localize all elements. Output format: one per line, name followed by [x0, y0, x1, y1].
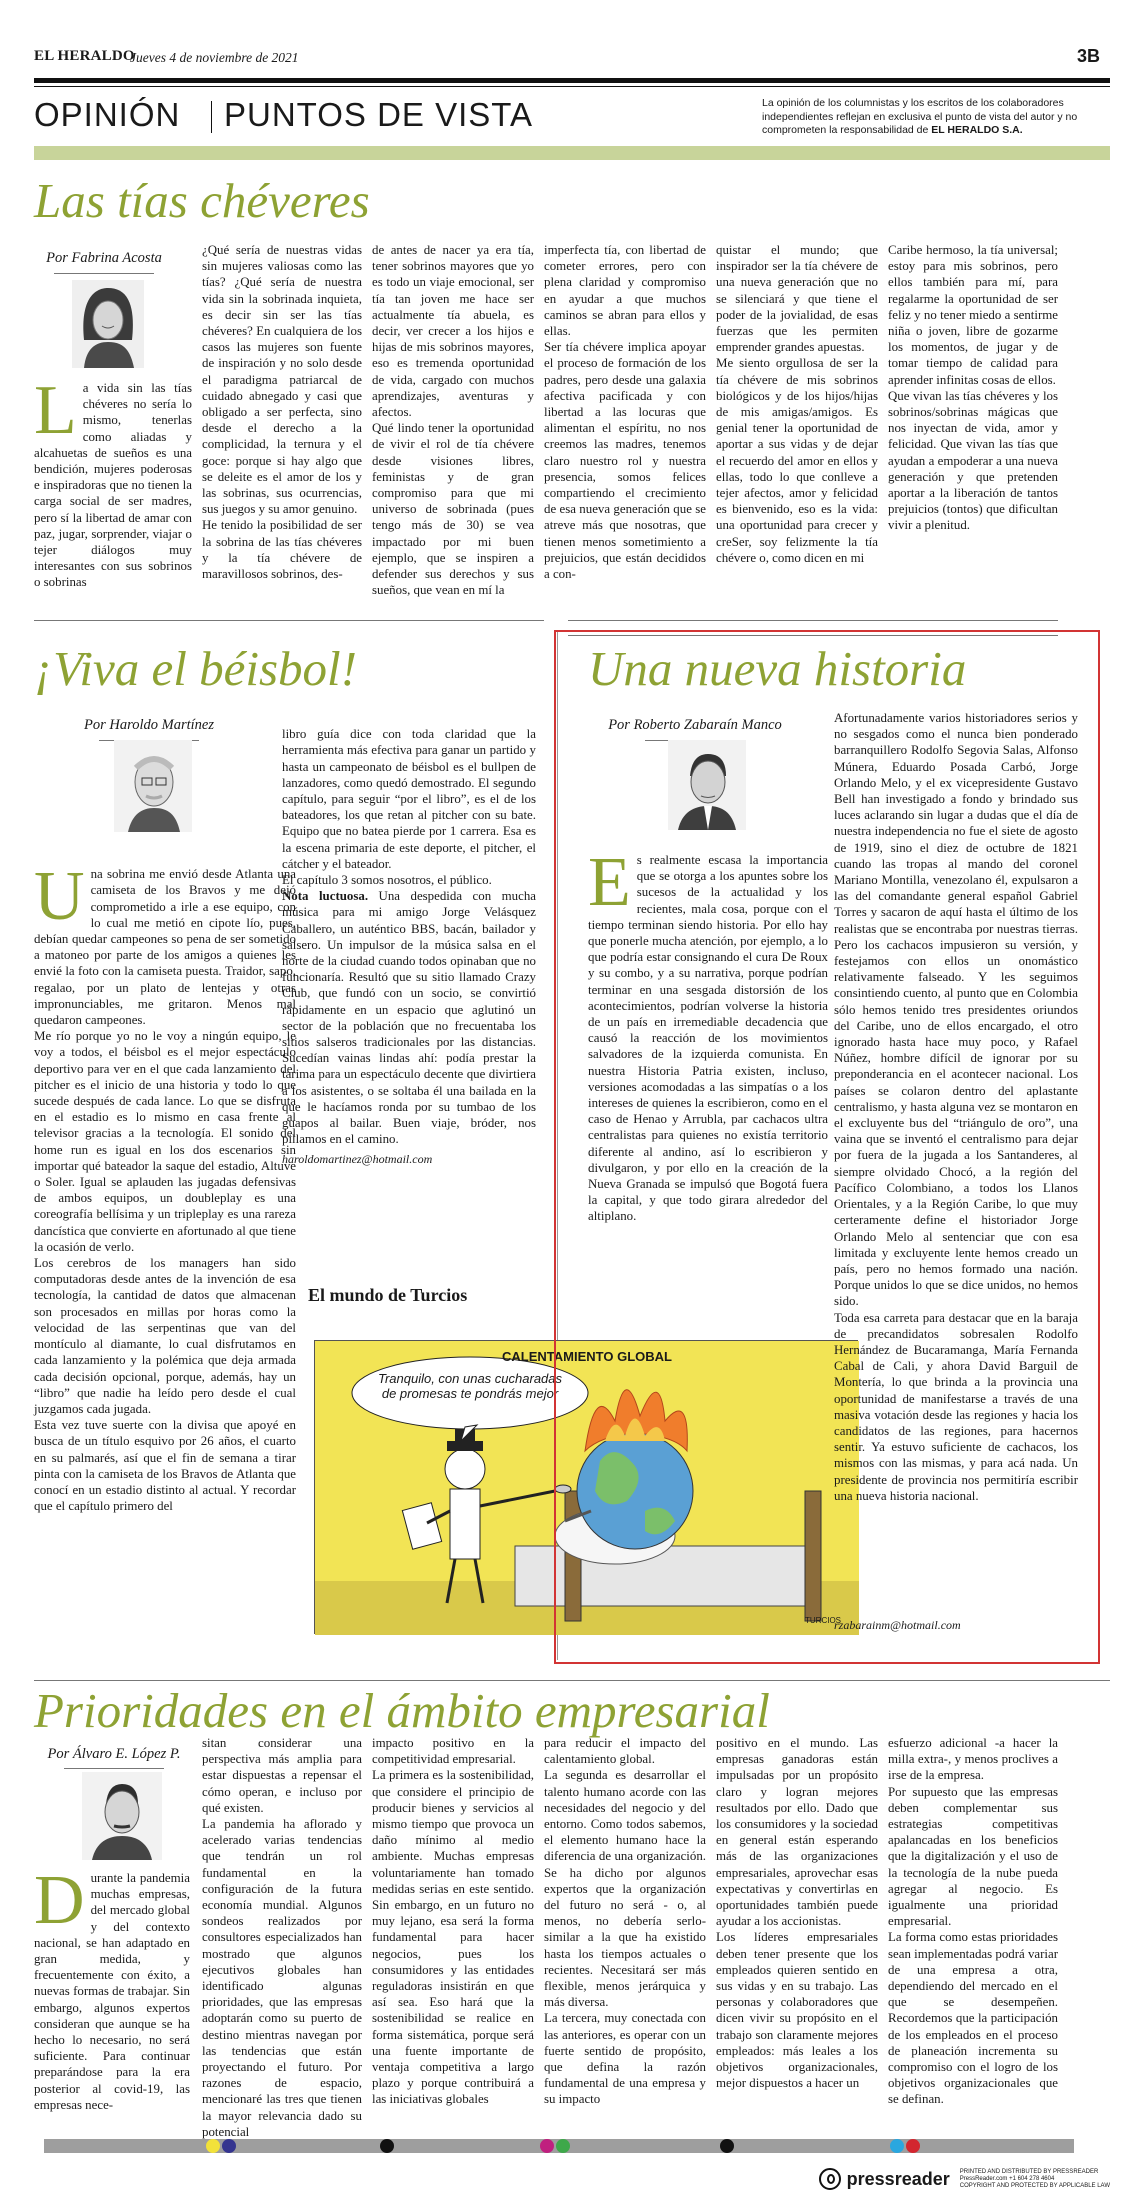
section-separator	[211, 101, 212, 133]
speech-bubble-text: Tranquilo, con unas cucharadas de promesas te pondrás mejor	[377, 1371, 563, 1401]
pressreader-line-1: PRINTED AND DISTRIBUTED BY PRESSREADER	[959, 2168, 1099, 2175]
newspaper-name: EL HERALDO	[34, 48, 135, 64]
registration-dot	[206, 2139, 220, 2153]
article-column	[282, 710, 536, 1250]
column-text: na sobrina me envió desde Atlanta una camiseta de los Bravos y me dejó comprometido a irle a ese equipo, con lo cual me metió en cipote lío, pues, debían quedar campeones so pena de ser sometido a matoneo por parte de los amigos a quienes les envié la foto con la camiseta puesta. Traidor, sapo, regalao, por un plato de lentejas y otras impronunciables, me gritaron. Menos mal quedaron campeones. Me río porque yo no le voy a ningún equipo, le voy a todos, el béisbol es el mejor espectáculo deportivo para ver en el que cada lanzamiento del pitcher es el inicio de una historia y todo lo que sucede después de cada lance. Lo que se disfruta en el estadio es lo mismo en casa frente al televisor gracias a la tecnología. El sonido del home run es igual en los dos escenarios sin importar qué bateador la saque del estadio, Altuve o Soler. Igual se aplauden las jugadas defensivas de ambos equipos, un doubleplay es una coreografía bellísima y un tripleplay es una rareza dancística que convierte en afortunado al que tiene la ocasión de verlo. Los cerebros de los managers han sido computadoras desde antes de la invención de esa tecnología, la cantidad de datos que almacenan son procesados en millas por horas como la velocidad de las serpentinas que van del montículo al diamante, lo cual disfrutamos en cada lanzamiento y la polémica que deja armada cada decisión opcional, porque, además, hay un “libro” que nadie ha leído pero desde el cual juzgamos cada jugada. Esta vez tuve suerte con la divisa que apoyé en busca de un título esquivo por 26 años, el cuarto en su palmarés, así que el fin de semana a tirar pinta con la camiseta de los Bravos de Atlanta que conocí en un estadio distinto al actual. Y recordar que el capítulo primero del	[34, 867, 296, 1514]
section-divider	[568, 635, 1058, 636]
article-column	[588, 844, 828, 1477]
registration-dot	[556, 2139, 570, 2153]
drop-cap: L	[34, 372, 77, 449]
column-text: a vida sin las tías chéveres no sería lo mismo, tenerlas como aliadas y alcahuetas de sueños es una bendición, mujeres poderosas e inspiradoras que no tienen la carga social de ser madres, pero sí la libertad de amar con paz, jugar, sorprender, viajar o tejer diálogos muy interesantes con sus sobrinos o sobrinas	[34, 381, 192, 590]
pressreader-icon	[819, 2168, 841, 2190]
article-column: de antes de nacer ya era tía, tener sobrinos mayores que yo es todo un viaje emocional, ser tía tan joven me hace ser actualmente tía abuela, es decir, ver crecer a los hijos e hijas de mis sobrinos mayores, eso es tremenda oportunidad de vida, cargado con muchos aprendizajes, aventuras y afectos. Qué lindo tener la oportunidad de vivir el rol de tía chévere desde visiones libres, feministas y de gran compromiso para que mi universo de sobrinada (pues tengo más de 30) se vea impactado por mi buen ejemplo, que se inspiren a defender sus derechos y sus sueños, que vean en mí la	[372, 243, 534, 598]
cartoon-title: El mundo de Turcios	[308, 1285, 468, 1305]
article-column	[34, 850, 296, 1650]
article-byline: Por Fabrina Acosta	[46, 250, 162, 266]
article-column: Caribe hermoso, la tía universal; estoy para mis sobrinos, pero ellos también para mí, para regalarme la oportunidad de ser feliz y no tener miedo a sentirme niña o joven, libre de gozarme los momentos, de jugar y de tomar tiempo de calidad para aprender infinitas cosas de ellos. Que vivan las tías chéveres y los sobrinos/sobrinas mágicas que nos inyectan de vida, amor y felicidad. Que vivan las tías que ayudan a empoderar a una nueva generación y que pretenden aportar a la liberación de tantos prejuicios (tontos) que dificultan vivir a plenitud.	[888, 243, 1058, 533]
section-divider	[34, 1680, 1110, 1681]
article-column	[34, 1862, 190, 2130]
disclaimer-brand: EL HERALDO S.A.	[931, 124, 1023, 136]
drop-cap: U	[34, 858, 85, 936]
article-column: quistar el mundo; que inspirador ser la tía chévere de una nueva generación que no se silenciará y que tiene el poder de la jovialidad, de esas fuerzas que les permiten emprender grandes apuestas. Me siento orgullosa de ser la tía chévere de mis sobrinos biológicos y de los hijos/hijas de mis amigas/amigos. Es genial tener la oportunidad de aportar a sus vidas y de dejar el recuerdo del amor en ellos y ellas, todo lo que conlleve a tejer afectos, amor y felicidad es bienvenido, eso es la vida: una oportunidad para crecer y creSer, soy felizmente la tía chévere o, como dicen en mi	[716, 243, 878, 565]
section-subtitle: PUNTOS DE VISTA	[224, 96, 534, 133]
author-email: haroldomartinez@hotmail.com	[282, 1152, 433, 1167]
page-number: 3B	[1076, 46, 1100, 66]
article-column: esfuerzo adicional -a hacer la milla extra-, y menos proclives a irse de la empresa. Por supuesto que las empresas deben complementar sus estrategias competitivas apalancadas en los beneficios que la digitalización y el uso de la tecnología de la nube pueda agregar al negocio. Es igualmente una prioridad empresarial. La forma como estas prioridades sean implementadas podrá variar de una empresa a otra, dependiendo del mercado en el que se desempeñen. Recordemos que la participación de los empleados en el proceso de planeación incrementa su compromiso con el logro de los objetivos organizacionales que se definan.	[888, 1736, 1059, 2107]
byline-rule	[64, 1768, 164, 1769]
registration-dot	[380, 2139, 394, 2153]
article-title: Prioridades en el ámbito empresarial	[34, 1683, 770, 1738]
article-column: Afortunadamente varios historiadores serios y no sesgados como el nunca bien ponderado barranquillero Rodolfo Segovia Salas, Alfonso Múnera, Eduardo Posada Carbó, Jorge Orlando Melo, y el ex vicepresidente Gustavo Bell han investigado a fondo y brindado sus luces aclarando sin lugar a dudas que el día de nuestra independencia no fue el siete de agosto de 1919, sino el diez de octubre de 1821 cuando las tropas al mando del coronel Mariano Montilla, venezolano él, expulsaron a las del comandante general español Gabriel Torres y sacaron de aquí hasta el último de los realistas que se encontraba por nuestras tierras. Pero los cachacos impusieron su versión, y festejamos con ellos un onomástico relativamente falseado. Y les seguimos consintiendo cuento, al punto que en Colombia sólo hemos tenido tres presidentes oriundos del Caribe, uno de ellos encargado, el otro ignorado hasta hace muy poco, y Rafael Núñez, hombre difícil de ignorar por su preponderancia en el acontecer nacional. Los países se colaron dentro del aplastante centralismo, y hasta alguna vez se montaron en el excluyente bus del “triángulo de oro”, una vaina que se inventó el centralismo para dejar por fuera de la jugada a los Santanderes, al siempre olvidado Chocó, a la región del Pacífico Colombiano, a todos los Llanos Orientales, y a la Región Caribe, lo que muy certeramente define el historiador Jorge Orlando Melo al sentenciar que con esa limitada y excluyente lente hemos creado un país, pero no hemos formado una nación. Porque unidos lo que se dice unidos, no hemos sido. Toda esa carreta para destacar que en la baraja de precandidatos sobresalen Rodolfo Hernández de Bucaramanga, María Fernanda Cabal de Cali, y ahora David Barguil de Montería, lo que brinda a la provincia una oportunidad de manifestarse a través de una masiva votación desde las regiones y hacia los candidatos de las regiones, para hacernos sentir. Ya estuvo suficiente de cachacos, los mismos con las mismas, y para acá nada. Un presidente de provincia nos permitiría escribir una nueva historia nacional.	[834, 711, 1078, 1503]
article-column	[34, 372, 192, 595]
author-portrait	[82, 1772, 162, 1860]
article-title: Las tías chéveres	[34, 173, 370, 228]
section-divider	[568, 620, 1058, 621]
cartoonist-signature: TURCIOS	[805, 1616, 841, 1625]
pressreader-logo	[819, 2168, 1110, 2190]
registration-dot	[540, 2139, 554, 2153]
byline-rule	[54, 273, 154, 274]
section-band	[34, 146, 1110, 160]
article-column: sitan considerar una perspectiva más amplia para estar dispuestas a repensar el cómo operan, e incluso por qué existen. La pandemia ha aflorado y acelerado varias tendencias que tendrán un rol fundamental en la configuración de la futura economía mundial. Algunos sondeos realizados por consultores especializados han mostrado que algunos ejecutivos globales han identificado algunas prioridades, que las empresas adoptarán como su puerto de destino mientras navegan por las tendencias que están proyectando el futuro. Por razones de espacio, mencionaré las tres que tienen la mayor relevancia dado su potencial	[202, 1736, 362, 2139]
masthead-rule	[34, 78, 1110, 83]
issue-date: Jueves 4 de noviembre de 2021	[130, 50, 299, 65]
drop-cap: D	[34, 1862, 85, 1939]
column-text: libro guía dice con toda claridad que la herramienta más efectiva para ganar un partido y hasta un campeonato de béisbol es el bullpen de lanzadores, como quedó demostrado. El segundo capítulo, para seguir “por el libro”, es el de los bateadores, los que retan al pitcher con su bate. Equipo que no batea pierde por 1 carrera. Esa es la escena primaria de este deporte, el pitcher, el cátcher y el bateador. El capítulo 3 somos nosotros, el público.	[282, 727, 536, 888]
article-column: para reducir el impacto del calentamiento global. La segunda es desarrollar el talento humano acorde con las necesidades del negocio y del entorno. Como todos sabemos, el elemento humano hace la diferencia de una organización. Se ha dicho por algunos expertos que la organización del futuro no será - o, al menos, no debería serlo- similar a la que ha existido hasta los tiempos actuales o recientes. Necesitará ser más flexible, menos jerárquica y más diversa. La tercera, muy conectada con las anteriores, es operar con un fuerte sentido de propósito, que defina la razón fundamental de una empresa y su impacto	[544, 1736, 706, 2107]
registration-dot	[890, 2139, 904, 2153]
obituary-text: Una despedida con mucha música para mi amigo Jorge Velásquez Caballero, un auténtico BBS, bacán, bailador y salsero. Un impulsor de la música salsa en el norte de la ciudad cuando todos opinaban que no funcionaría. Resultó que su sitio llamado Crazy Club, que fundó con un socio, se convirtió rápidamente en un espacio que aglutinó un sector de la población que no frecuentaba los sitios salseros tradicionales por las distancias. Sucedían vainas lindas ahí: podía prestar la tarima para un espectáculo decente que divirtiera a los asistentes, o se soltaba él una bailada en la que le hacíamos ronda por su tumbao de los guapos al bailar. Buen viaje, bróder, nos pillamos en el camino.	[282, 889, 536, 1147]
pressreader-brand: pressreader	[846, 2168, 950, 2189]
column-text: urante la pandemia muchas empresas, del mercado global y del contexto nacional, se han adaptado en gran medida, y frecuentemente con éxito, a nuevas formas de trabajar. Sin embargo, algunos expertos consideran que aunque se ha hecho lo necesario, no será suficiente. Para continuar preparándose para la era posterior al covid-19, las empresas nece-	[34, 1871, 190, 2112]
cartoon-banner: CALENTAMIENTO GLOBAL	[502, 1349, 672, 1364]
article-column: impacto positivo en la competitividad empresarial. La primera es la sostenibilidad, que considere el principio de producir bienes y servicios al mismo tiempo que provoca un daño mínimo al medio ambiente. Muchas empresas voluntariamente han tomado medidas serias en este sentido. Sin embargo, en un futuro no muy lejano, esa será la forma fundamental para hacer negocios, pues los consumidores y las entidades reguladoras insistirán en que así sea. Eso hará que la sostenibilidad se realice en forma sistemática, porque será una fuente importante de ventaja competitiva a largo plazo y porque contribuirá a las iniciativas globales	[372, 1736, 534, 2107]
article-column: positivo en el mundo. Las empresas ganadoras están impulsadas por un propósito claro y logran mejores resultados por ello. Dado que los consumidores y la sociedad en general están esperando más de las organizaciones empresariales, aprovechar esas expectativas y convertirlas en oportunidades también puede ayudar a los accionistas. Los líderes empresariales deben tener presente que los empleados quieren sentido en sus vidas y en su trabajo. Las personas y colaboradores que dicen vivir su propósito en el trabajo son claramente mejores empleados: más leales a los objetivos organizacionales, mejor dispuestos a hacer un	[716, 1736, 878, 2091]
author-portrait	[72, 280, 144, 368]
drop-cap: E	[588, 844, 631, 921]
article-title: Una nueva historia	[588, 641, 967, 696]
author-portrait	[668, 740, 746, 830]
author-email: rzabarainm@hotmail.com	[834, 1618, 961, 1632]
section-divider	[34, 620, 544, 621]
author-portrait	[114, 740, 192, 832]
article-title: ¡Viva el béisbol!	[34, 641, 357, 696]
article-byline: Por Haroldo Martínez	[84, 717, 214, 733]
obituary-label: Nota luctuosa.	[282, 889, 369, 904]
article-byline: Por Álvaro E. López P.	[47, 1746, 181, 1762]
registration-dot	[720, 2139, 734, 2153]
masthead-thin-rule	[34, 86, 1110, 87]
disclaimer-text: La opinión de los columnistas y los escritos de los colaboradores independientes reflejan en exclusiva el punto de vista del autor y no comprometen la responsabilidad de	[762, 97, 1078, 136]
article-column: ¿Qué sería de nuestras vidas sin mujeres valiosas como las tías? ¿Qué sería de nuestra vida sin la sobrinada inquieta, es decir sin ser las tías chéveres? En cualquiera de los casos las mujeres son fuente de inspiración y no solo desde el paradigma patriarcal de cuidado abnegado y casi que obligado a ser perfecta, sino desde el derecho a la complicidad, la ternura y el goce: porque si hay algo que se deleite es el amor de los y las sobrinas, sus ocurrencias, sus juegos y su amor genuino. He tenido la posibilidad de ser la sobrina de las tías chéveres y la tía chévere de maravillosos sobrinos, des-	[202, 243, 362, 582]
editorial-disclaimer	[762, 97, 1110, 138]
pressreader-line-2: PressReader.com +1 604 278 4604	[959, 2175, 1055, 2182]
article-byline: Por Roberto Zabaraín Manco	[608, 717, 782, 733]
column-text: s realmente escasa la importancia que se otorga a los apuntes sobre los sucesos de la actualidad y los recientes, mala cosa, porque con el tiempo terminan siendo historia. Por ello hay que ponerle mucha atención, por ejemplo, a lo que podría estar consignando el cura De Roux y su combo, y a su narrativa, porque podrían terminar en una sesgada distorsión de los acontecimientos, podrían volverse la historia de un país en irremediable decadencia que causó la reacción de los movimientos salvadores de la izquierda comunista. En nuestra Historia Patria existen, incluso, versiones acomodadas a las simpatías o a los intereses de quienes la escribieron, como en el caso de Henao y Arrubla, par cachacos ultra centralistas para quienes no existía territorio diferente al andino, así lo escribieron y divulgaron, y por ello en la creación de la Nueva Granada se impulsó que Bogotá fuera la capital, y que todo girara alrededor del altiplano.	[588, 853, 828, 1224]
registration-dot	[222, 2139, 236, 2153]
section-title: OPINIÓN	[34, 96, 181, 133]
pressreader-line-3: COPYRIGHT AND PROTECTED BY APPLICABLE LAW	[959, 2182, 1110, 2189]
article-column: imperfecta tía, con libertad de cometer errores, pero con plena claridad y compromiso en ayudar a que muchos caminos se abran para ellos y ellas. Ser tía chévere implica apoyar el proceso de formación de los padres, pero desde una galaxia afectiva pacificada y con libertad a las locuras que alimentan el espíritu, no nos creemos las madres, tenemos claro nuestro rol y nuestra presencia, somos felices compartiendo el crecimiento de esa nueva generación que se atreve más que nosotras, que tienen menos sometimiento a prejuicios, que están decididos a con-	[544, 243, 706, 582]
registration-dot	[906, 2139, 920, 2153]
